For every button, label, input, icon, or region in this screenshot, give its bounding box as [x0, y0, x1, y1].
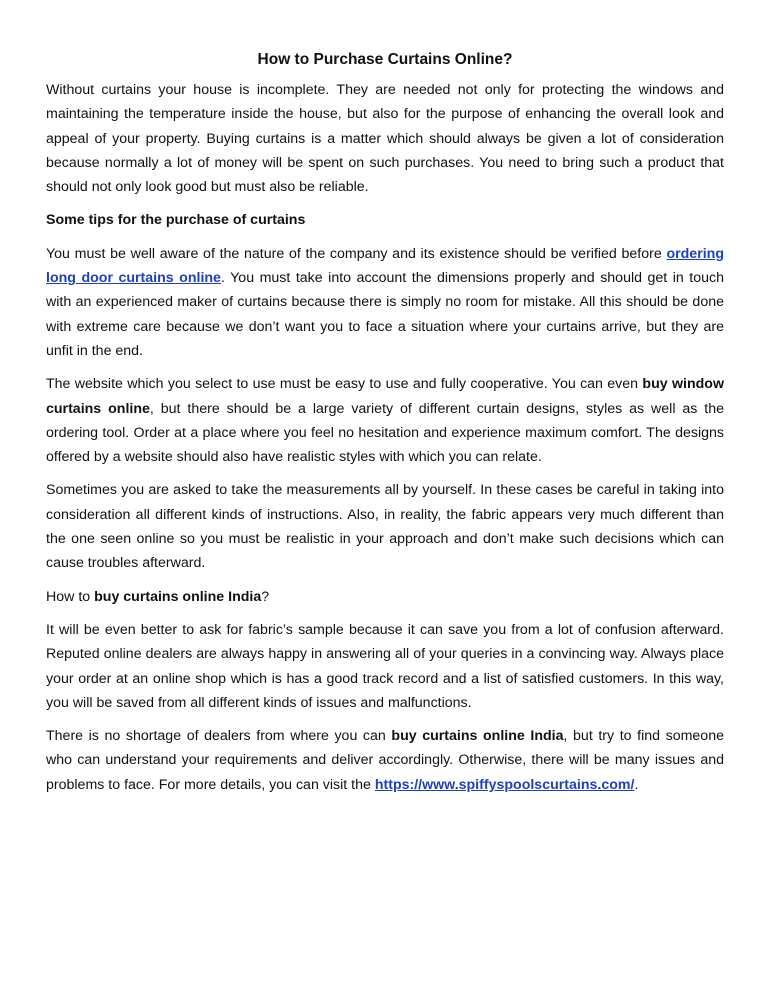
dealers-text-after: .: [634, 776, 639, 793]
website-text-before: The website which you select to use must be easy to use and fully cooperative. You can even: [46, 376, 643, 393]
window-curtains-keyword: buy window curtains online: [46, 376, 724, 417]
measurements-paragraph: Sometimes you are asked to take the measurements all by yourself. In these cases be careful in taking into consideration all different kinds of instructions. Also, in reality, the fabric appears very much different than the one seen online so you must be realistic in your approach and don’t make such decisions which can cause troubles afterward.: [46, 482, 724, 572]
dealers-keyword: buy curtains online India: [391, 728, 564, 745]
question-keyword: buy curtains online India: [94, 588, 262, 605]
question-text-before: How to: [46, 588, 95, 605]
company-text-before: You must be well aware of the nature of the company and its existence should be verified before: [46, 245, 667, 262]
company-paragraph: [46, 242, 724, 363]
intro-paragraph: Without curtains your house is incomplete. They are needed not only for protecting the windows and maintaining the temperature inside the house, but also for the purpose of enhancing the overall look and appeal of your property. Buying curtains is a matter which should always be given a lot of consideration because normally a lot of money will be spent on such purchases. You need to bring such a product that should not only look good but must also be reliable.: [46, 82, 724, 196]
website-url-link[interactable]: https://www.spiffyspoolscurtains.com/: [374, 776, 635, 793]
long-door-curtains-link[interactable]: ordering long door curtains online: [46, 245, 724, 287]
question-heading: [46, 585, 724, 609]
dealers-paragraph: [46, 724, 724, 797]
tips-heading: Some tips for the purchase of curtains: [46, 212, 306, 229]
document-title: How to Purchase Curtains Online?: [257, 51, 513, 68]
company-text-after: . You must take into account the dimensions properly and should get in touch with an experienced maker of curtains because there is simply no room for mistake. All this should be done with extreme care because we don’t want you to face a situation where your curtains arrive, but they are unfit in the end.: [46, 270, 725, 359]
dealers-text-middle: , but try to find someone who can understand your requirements and deliver accordingly. Otherwise, there will be many issues and problems to face. For more details, you can visit the: [46, 728, 724, 793]
website-text-after: , but there should be a large variety of different curtain designs, styles as well as the ordering tool. Order at a place where you feel no hesitation and experience maximum comfort. The designs offered by a website should also have realistic styles with which you can relate.: [46, 400, 725, 466]
document-page: [46, 48, 724, 806]
tips-heading-paragraph: [46, 208, 724, 232]
dealers-text-before: There is no shortage of dealers from where you can: [46, 728, 392, 745]
fabric-sample-paragraph: It will be even better to ask for fabric’s sample because it can save you from a lot of confusion afterward. Reputed online dealers are always happy in answering all of your queries in a convincing way. Always place your order at an online shop which is has a good track record and a list of satisfied customers. In this way, you will be saved from all different kinds of issues and malfunctions.: [46, 621, 724, 711]
question-text-after: ?: [261, 588, 270, 605]
website-paragraph: [46, 372, 724, 469]
